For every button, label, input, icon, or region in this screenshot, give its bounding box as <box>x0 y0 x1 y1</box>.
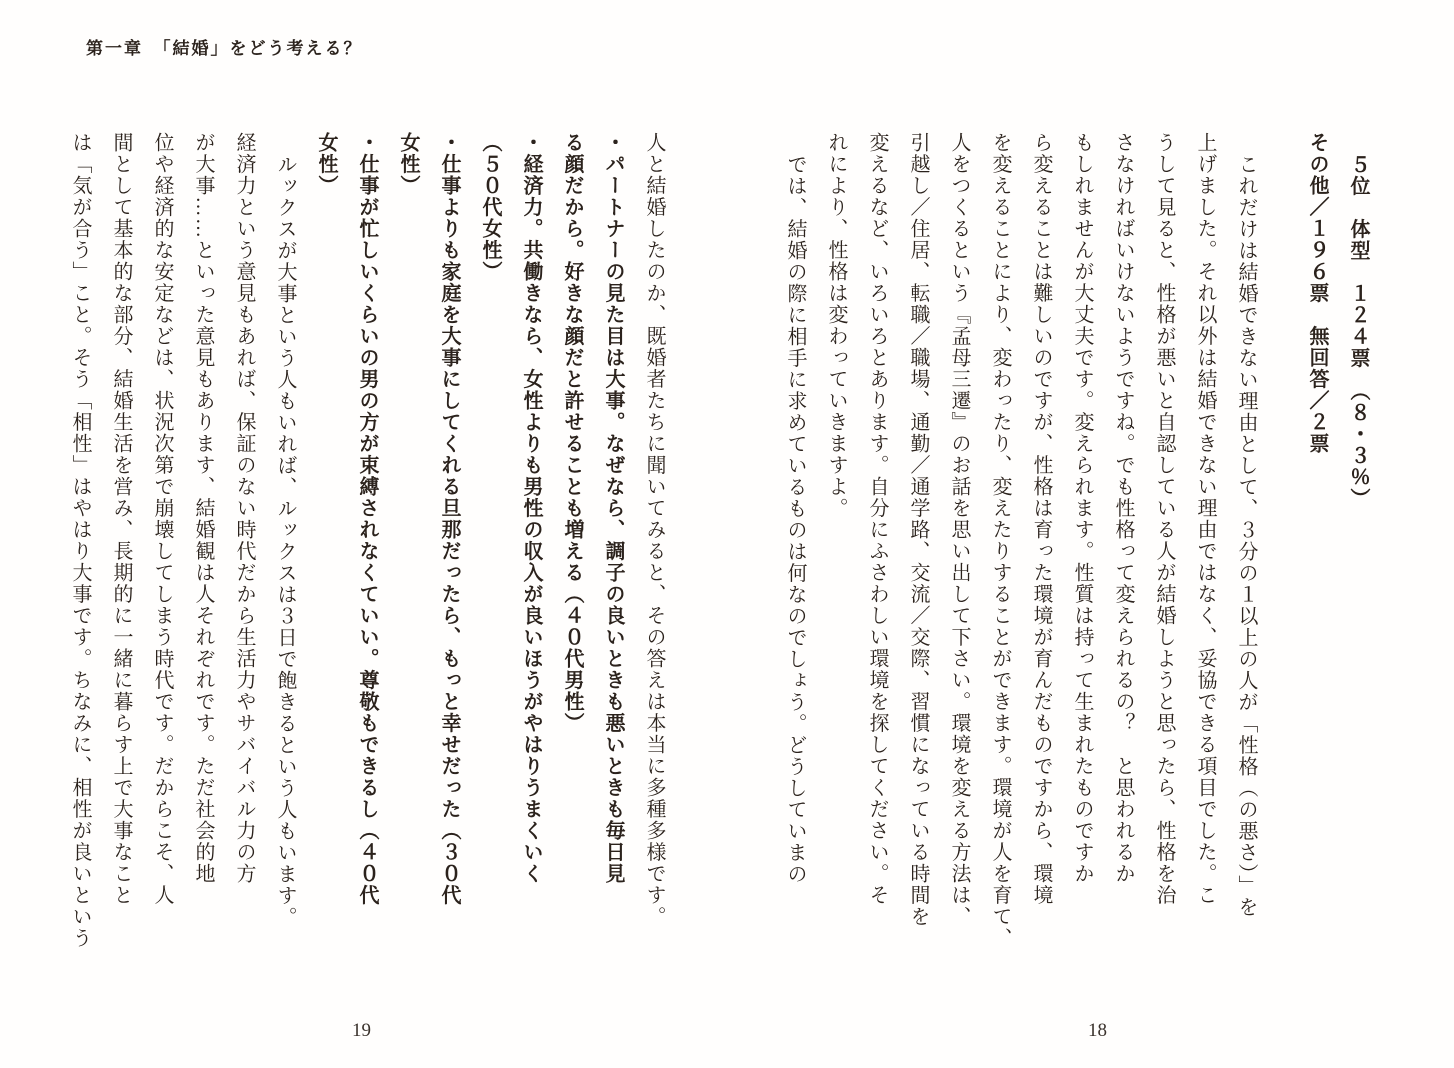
quote-bullet-column: （５０代女性） <box>479 132 501 283</box>
text-column: これだけは結婚できない理由として、３分の１以上の人が「性格（の悪さ）」を <box>1235 154 1257 918</box>
rank-other-line: その他／１９６票 無回答／２票 <box>1306 132 1328 455</box>
page-number-19: 19 <box>352 1020 371 1041</box>
quote-bullet-column: 女性） <box>397 132 419 197</box>
text-column: では、結婚の際に相手に求めているものは何なのでしょう。どうしていまの <box>784 154 806 885</box>
text-column: 経済力という意見もあれば、保証のない時代だから生活力やサバイバル力の方 <box>233 132 255 885</box>
text-column: が大事……といった意見もあります、結婚観は人それぞれです。ただ社会的地 <box>192 132 214 885</box>
text-column: 引越し／住居、転職／職場、通勤／通学路、交流／交際、習慣になっている時間を <box>907 132 929 928</box>
text-column: もしれませんが大丈夫です。変えられます。性質は持って生まれたものですか <box>1071 132 1093 885</box>
quote-bullet-column: る顔だから。好きな顔だと許せることも増える（４０代男性） <box>561 132 583 734</box>
text-column: 変えるなど、いろいろとあります。自分にふさわしい環境を探してください。そ <box>866 132 888 906</box>
text-column: ルックスが大事という人もいれば、ルックスは３日で飽きるという人もいます。 <box>274 154 296 928</box>
text-column: 上げました。それ以外は結婚できない理由ではなく、妥協できる項目でした。こ <box>1194 132 1216 906</box>
page-18-text-block <box>784 132 1378 966</box>
quote-bullet-column: ・仕事が忙しいくらいの男の方が束縛されなくていい。尊敬もできるし（４０代 <box>356 132 378 906</box>
text-column: 間として基本的な部分、結婚生活を営み、長期的に一緒に暮らす上で大事なこと <box>110 132 132 906</box>
text-column: ら変えることは難しいのですが、性格は育った環境が育んだものですから、環境 <box>1030 132 1052 906</box>
page-number-18: 18 <box>1088 1020 1107 1041</box>
text-column: さなければいけないようですね。でも性格って変えられるの？ と思われるか <box>1112 132 1134 885</box>
text-column: 人と結婚したのか、既婚者たちに聞いてみると、その答えは本当に多種多様です。 <box>643 132 665 928</box>
text-column: 位や経済的な安定などは、状況次第で崩壊してしまう時代です。だからこそ、人 <box>151 132 173 906</box>
page-19-text-block <box>70 132 674 966</box>
text-column: を変えることにより、変わったり、変えたりすることができます。環境が人を育て、 <box>989 132 1011 949</box>
quote-bullet-column: ・パートナーの見た目は大事。なぜなら、調子の良いときも悪いときも毎日見 <box>602 132 624 885</box>
text-column: うして見ると、性格が悪いと自認している人が結婚しようと思ったら、性格を治 <box>1153 132 1175 906</box>
chapter-header: 第一章 「結婚」をどう考える？ <box>86 39 363 58</box>
quote-bullet-column: 女性） <box>315 132 337 197</box>
text-column: 人をつくるという『孟母三遷』のお話を思い出して下さい。環境を変える方法は、 <box>948 132 970 928</box>
text-column: は「気が合う」こと。そう「相性」はやはり大事です。ちなみに、相性が良いという <box>69 132 91 949</box>
quote-bullet-column: ・経済力。共働きなら、女性よりも男性の収入が良いほうがやはりうまくいく <box>520 132 542 885</box>
text-column: れにより、性格は変わっていきますよ。 <box>825 132 847 519</box>
quote-bullet-column: ・仕事よりも家庭を大事にしてくれる旦那だったら、もっと幸せだった（３０代 <box>438 132 460 906</box>
rank-5-line: ５位 体型 １２４票 （８・３％） <box>1347 154 1369 510</box>
